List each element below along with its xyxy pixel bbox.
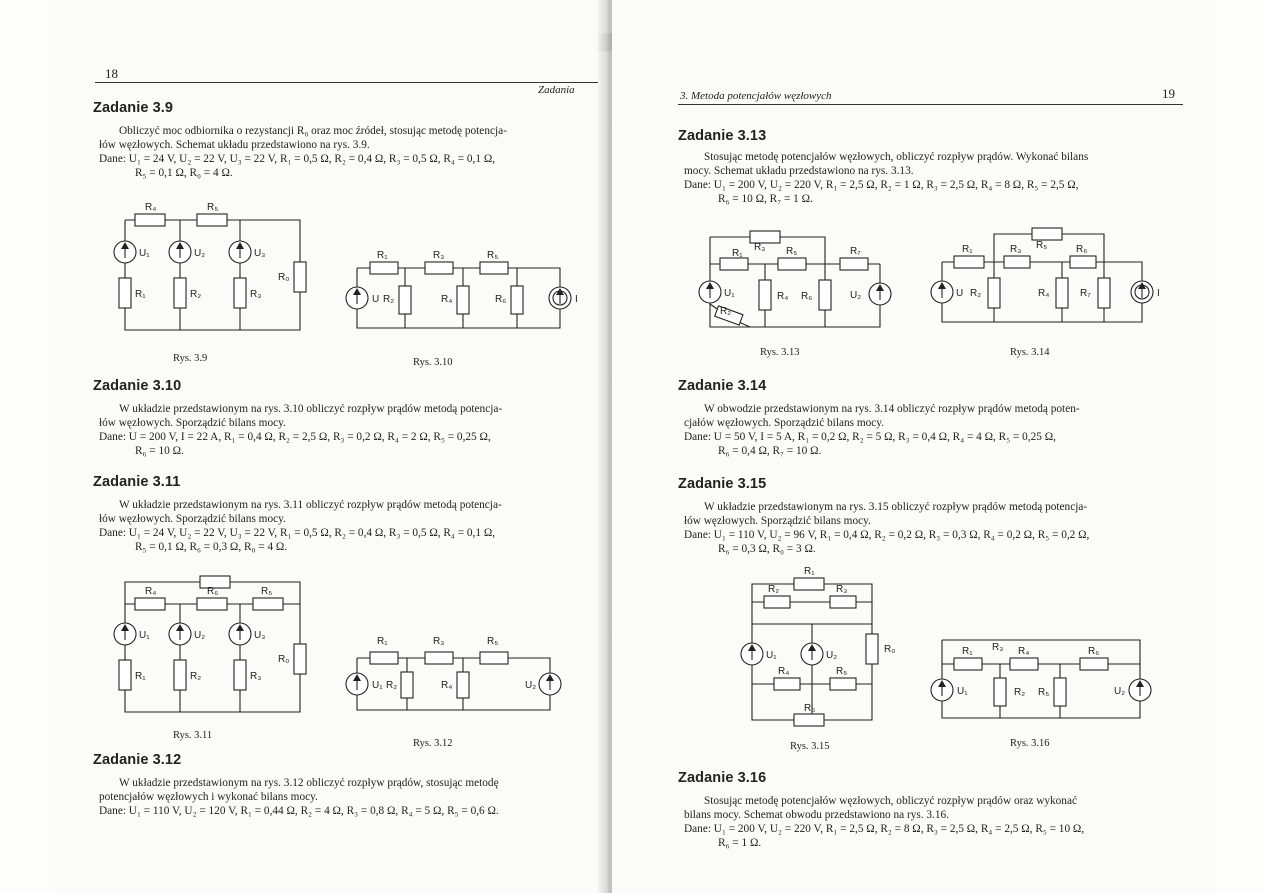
circuit-element [119,278,131,308]
label-u1: U₁ [139,248,150,259]
task-data: R₆ = 1 Ω. [718,837,762,849]
label-u2: U₂ [194,248,206,259]
circuit-element [830,678,856,690]
circuit-element [1098,278,1110,308]
task-text: W układzie przedstawionym na rys. 3.15 obliczyć rozpływ prądów metodą potencja- [704,501,1088,513]
label-r2: R₂ [1014,687,1026,698]
page-number: 19 [1162,86,1175,101]
circuit-element [425,652,453,664]
task-title: Zadanie 3.12 [93,752,182,768]
circuit-element [401,672,413,698]
task-data: Dane: U = 50 V, I = 5 A, R₁ = 0,2 Ω, R₂ = 5 Ω, R₃ = 0,4 Ω, R₄ = 4 Ω, R₅ = 0,25 Ω, [684,431,1056,443]
task-data: R₆ = 10 Ω. [135,445,184,457]
label-r3: R₃ [836,584,848,595]
label-r5: R₅ [786,246,798,257]
label-r4: R₄ [1018,646,1030,657]
circuit-element [511,286,523,314]
circuit-element [1010,658,1038,670]
label-r6: R₆ [207,586,219,597]
circuit-element [480,652,508,664]
header-rule [678,104,1183,105]
circuit-element [135,598,165,610]
figure-caption: Rys. 3.12 [413,738,453,749]
circuit-element [125,220,300,330]
task-text: potencjałów węzłowych i wykonać bilans mocy. [99,791,318,803]
label-u1: U₁ [724,288,735,299]
task-title: Zadanie 3.10 [93,378,182,394]
figure-caption: Rys. 3.9 [173,353,208,364]
circuit-element [954,658,982,670]
circuit-element [1032,228,1062,240]
label-i: I [575,294,578,305]
running-head: Zadania [538,84,575,96]
task-title: Zadanie 3.9 [93,100,174,116]
task-data: Dane: U₁ = 110 V, U₂ = 96 V, R₁ = 0,4 Ω, R₂ = 0,2 Ω, R₃ = 0,3 Ω, R₄ = 0,2 Ω, R₅ = 0,2 Ω, [684,529,1090,541]
circuit-element [197,214,227,226]
label-u1: U₁ [372,680,383,691]
label-r4: R₄ [145,586,157,597]
label-r7: R₇ [1080,288,1091,299]
circuit-element [1070,256,1096,268]
label-u1: U₁ [766,650,777,661]
task-data: R₅ = 0,1 Ω, R₀ = 4 Ω. [135,167,233,179]
circuit-element [794,578,824,590]
circuit-element [174,660,186,690]
task-text: W układzie przedstawionym na rys. 3.10 obliczyć rozpływ prądów metodą potencja- [119,403,503,415]
label-r2: R₂ [970,288,982,299]
circuit-element [294,644,306,674]
label-r2: R₂ [386,680,398,691]
figure-caption: Rys. 3.15 [790,741,830,752]
label-r6: R₆ [1088,646,1100,657]
circuit-element [759,280,771,310]
task-text: W układzie przedstawionym na rys. 3.11 obliczyć rozpływ prądów metodą potencja- [119,499,502,511]
circuit-element [720,258,748,270]
circuit-diagram-3-15 [732,566,902,732]
label-r2: R₂ [190,289,202,300]
task-data: Dane: U₁ = 110 V, U₂ = 120 V, R₁ = 0,44 Ω, R₂ = 4 Ω, R₃ = 0,8 Ω, R₄ = 5 Ω, R₅ = 0,6 Ω. [99,805,499,817]
task-text: bilans mocy. Schemat obwodu przedstawiono na rys. 3.16. [684,809,950,821]
label-u: U [956,288,964,299]
label-r4: R₄ [441,294,453,305]
circuit-element [988,278,1000,308]
circuit-element [457,286,469,314]
circuit-diagram-3-10 [345,248,585,348]
task-data: Dane: U₁ = 200 V, U₂ = 220 V, R₁ = 2,5 Ω, R₂ = 8 Ω, R₃ = 2,5 Ω, R₄ = 2,5 Ω, R₅ = 10 Ω, [684,823,1085,835]
circuit-element [819,280,831,310]
label-r3: R₃ [433,250,445,261]
label-r3: R₃ [1010,244,1022,255]
task-title: Zadanie 3.15 [678,476,767,492]
task-data: Dane: U₁ = 200 V, U₂ = 220 V, R₁ = 2,5 Ω, R₂ = 1 Ω, R₃ = 2,5 Ω, R₄ = 8 Ω, R₅ = 2,5 Ω, [684,179,1079,191]
circuit-element [125,604,300,712]
circuit-element [234,278,246,308]
label-r6: R₆ [495,294,507,305]
circuit-element [253,598,283,610]
label-r3: R₃ [250,671,262,682]
task-text: cjałów węzłowych. Sporządzić bilans mocy. [684,417,885,429]
figure-caption: Rys. 3.13 [760,347,800,358]
circuit-element [1080,658,1108,670]
label-r0: R₀ [278,272,290,283]
circuit-element [764,596,790,608]
task-text: W układzie przedstawionym na rys. 3.12 obliczyć rozpływ prądów, stosując metodę [119,777,499,789]
circuit-element [480,262,508,274]
label-i: I [1157,288,1160,299]
label-u: U [372,294,380,305]
circuit-element [197,598,227,610]
task-text: łów węzłowych. Sporządzić bilans mocy. [99,513,286,525]
task-text: Obliczyć moc odbiornika o rezystancji R₀ oraz moc źródeł, stosując metodę potencja- [119,125,507,137]
header-rule [95,82,600,83]
label-r4: R₄ [777,291,789,302]
task-data: R₆ = 0,4 Ω, R₇ = 10 Ω. [718,445,822,457]
label-r1: R₁ [962,244,973,255]
task-title: Zadanie 3.11 [93,474,181,490]
task-text: mocy. Schemat układu przedstawiono na rys. 3.13. [684,165,914,177]
circuit-diagram-3-13 [690,222,910,337]
label-r1: R₁ [804,566,815,577]
label-r2: R₂ [768,584,780,595]
circuit-element [294,262,306,292]
label-r3: R₃ [754,242,766,253]
circuit-diagram-3-12 [345,630,585,720]
label-r3: R₃ [433,636,445,647]
task-data: R₅ = 0,1 Ω, R₆ = 0,3 Ω, R₀ = 4 Ω. [135,541,288,553]
label-r5: R₅ [261,586,273,597]
circuit-diagram-3-11 [105,572,315,722]
label-r4: R₄ [778,666,790,677]
right-page [612,0,1216,893]
circuit-element [370,652,398,664]
label-r5: R₅ [487,636,499,647]
task-text: łów węzłowych. Schemat układu przedstawiono na rys. 3.9. [99,139,370,151]
label-r4: R₄ [145,202,157,213]
circuit-element [234,660,246,690]
circuit-element [778,258,806,270]
figure-caption: Rys. 3.11 [173,730,213,741]
circuit-element [794,714,824,726]
circuit-element [399,286,411,314]
task-text: W obwodzie przedstawionym na rys. 3.14 obliczyć rozpływ prądów metodą poten- [704,403,1080,415]
circuit-element [954,256,984,268]
label-r7: R₇ [850,246,861,257]
circuit-element [1056,278,1068,308]
label-r5: R₅ [207,202,219,213]
label-u3: U₃ [254,630,266,641]
label-r4: R₄ [1038,288,1050,299]
label-r0: R₀ [884,644,896,655]
running-head: 3. Metoda potencjałów węzłowych [680,90,832,102]
task-data: R₆ = 0,3 Ω, R₀ = 3 Ω. [718,543,816,555]
task-title: Zadanie 3.13 [678,128,767,144]
label-r6: R₆ [801,291,813,302]
label-r5: R₅ [1036,240,1048,251]
task-text: Stosując metodę potencjałów węzłowych, obliczyć rozpływ prądów oraz wykonać [704,795,1077,807]
label-r1: R₁ [962,646,973,657]
circuit-element [830,596,856,608]
page-number: 18 [105,66,118,81]
label-r3: R₃ [992,642,1004,653]
label-r3: R₃ [250,289,262,300]
circuit-element [135,214,165,226]
left-page [55,0,600,893]
task-data: Dane: U₁ = 24 V, U₂ = 22 V, U₃ = 22 V, R₁ = 0,5 Ω, R₂ = 0,4 Ω, R₃ = 0,5 Ω, R₄ = 0,1 Ω, [99,153,496,165]
task-data: Dane: U = 200 V, I = 22 A, R₁ = 0,4 Ω, R₂ = 2,5 Ω, R₃ = 0,2 Ω, R₄ = 2 Ω, R₅ = 0,25 Ω, [99,431,491,443]
circuit-element [425,262,453,274]
label-u2: U₂ [826,650,838,661]
circuit-diagram-3-14 [932,222,1182,332]
label-r1: R₁ [135,671,146,682]
label-u1: U₁ [139,630,150,641]
label-r6: R₆ [1076,244,1088,255]
label-r5: R₅ [836,666,848,677]
label-r4: R₄ [441,680,453,691]
label-u1: U₁ [957,686,968,697]
figure-caption: Rys. 3.10 [413,357,453,368]
circuit-element [174,278,186,308]
label-r1: R₁ [377,636,388,647]
label-u2: U₂ [850,290,862,301]
label-u3: U₃ [254,248,266,259]
label-r5: R₅ [1038,687,1050,698]
label-r1: R₁ [732,248,743,259]
label-r2: R₂ [720,306,732,317]
label-r1: R₁ [377,250,388,261]
task-text: łów węzłowych. Sporządzić bilans mocy. [99,417,286,429]
task-text: Stosując metodę potencjałów węzłowych, obliczyć rozpływ prądów. Wykonać bilans [704,151,1089,163]
label-r2: R₂ [383,294,395,305]
circuit-element [866,634,878,664]
circuit-diagram-3-16 [930,618,1180,728]
label-u2: U₂ [194,630,206,641]
circuit-element [370,262,398,274]
circuit-diagram-3-9 [105,200,305,340]
figure-caption: Rys. 3.16 [1010,738,1050,749]
circuit-element [994,678,1006,706]
task-title: Zadanie 3.16 [678,770,767,786]
task-text: łów węzłowych. Sporządzić bilans mocy. [684,515,871,527]
label-u2: U₂ [525,680,537,691]
task-data: Dane: U₁ = 24 V, U₂ = 22 V, U₃ = 22 V, R₁ = 0,5 Ω, R₂ = 0,4 Ω, R₃ = 0,5 Ω, R₄ = 0,1 Ω, [99,527,496,539]
label-u2: U₂ [1114,686,1126,697]
circuit-element [119,660,131,690]
label-r1: R₁ [135,289,146,300]
circuit-element [457,672,469,698]
circuit-element [840,258,868,270]
task-title: Zadanie 3.14 [678,378,767,394]
figure-caption: Rys. 3.14 [1010,347,1050,358]
circuit-element [774,678,800,690]
label-r0: R₀ [278,654,290,665]
label-r5: R₅ [487,250,499,261]
task-data: R₆ = 10 Ω, R₇ = 1 Ω. [718,193,813,205]
circuit-element [1004,256,1030,268]
circuit-element [1054,678,1066,706]
label-r2: R₂ [190,671,202,682]
label-r6: R₆ [804,703,816,714]
